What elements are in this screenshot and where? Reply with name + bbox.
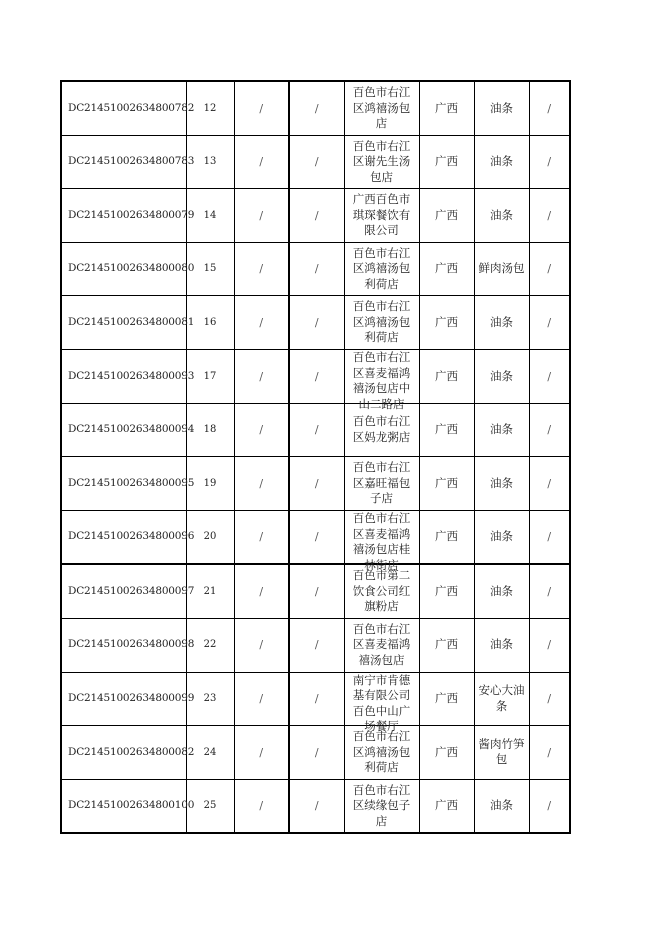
- blank-cell: [529, 403, 570, 457]
- food-name-cell: [474, 779, 529, 833]
- province-cell: [419, 189, 474, 243]
- blank-cell: [234, 242, 289, 296]
- table-row: [61, 135, 570, 189]
- enterprise-name-cell-text: 百色市右江区鸿禧汤包利荷店: [352, 299, 411, 345]
- blank-cell-text: /: [547, 745, 552, 759]
- food-name-cell: [474, 189, 529, 243]
- blank-cell-text: /: [547, 101, 552, 115]
- sample-code-cell: [61, 618, 195, 672]
- food-name-cell-text: 油条: [490, 475, 513, 490]
- province-cell-text: 广西: [435, 691, 458, 706]
- enterprise-name-cell-text: 百色市右江区谢先生汤包店: [352, 138, 411, 184]
- sample-code-cell-text: DC21451002634800099: [68, 692, 195, 705]
- province-cell: [419, 672, 474, 726]
- sample-code-cell-text: DC21451002634800782: [68, 101, 195, 114]
- province-cell-text: 广西: [435, 475, 458, 490]
- blank-cell-text: /: [314, 584, 319, 598]
- table-row: [61, 189, 570, 243]
- table-row: [61, 564, 570, 618]
- blank-cell-text: /: [259, 692, 264, 706]
- row-number-cell-text: 21: [203, 585, 217, 597]
- blank-cell-text: /: [259, 638, 264, 652]
- row-number-cell-text: 13: [203, 156, 217, 168]
- blank-cell: [289, 672, 344, 726]
- row-number-cell-text: 25: [203, 800, 217, 812]
- province-cell: [419, 81, 474, 135]
- table-row: [61, 618, 570, 672]
- sample-code-cell-text: DC21451002634800079: [68, 208, 195, 221]
- row-number-cell-text: 16: [203, 316, 217, 328]
- table-row: [61, 403, 570, 457]
- food-name-cell-text: 鲜肉汤包: [478, 261, 525, 276]
- blank-cell: [529, 296, 570, 350]
- sample-code-cell: [61, 242, 195, 296]
- food-name-cell-text: 安心大油条: [478, 683, 525, 713]
- blank-cell: [234, 672, 289, 726]
- sample-code-cell-text: DC21451002634800096: [68, 530, 195, 543]
- blank-cell: [289, 779, 344, 833]
- sample-code-cell: [61, 457, 195, 511]
- blank-cell-text: /: [259, 584, 264, 598]
- enterprise-name-cell-text: 百色市右江区喜麦福鸿禧汤包店桂林街店: [352, 511, 411, 572]
- food-name-cell-text: 油条: [490, 583, 513, 598]
- blank-cell: [234, 403, 289, 457]
- enterprise-name-cell: [344, 296, 419, 350]
- blank-cell: [289, 618, 344, 672]
- enterprise-name-cell: [344, 189, 419, 243]
- province-cell-text: 广西: [435, 368, 458, 383]
- food-name-cell: [474, 81, 529, 135]
- enterprise-name-cell: [344, 242, 419, 296]
- row-number-cell-text: 24: [203, 746, 217, 758]
- food-name-cell: [474, 618, 529, 672]
- food-name-cell-text: 油条: [490, 314, 513, 329]
- sampling-table: [60, 80, 571, 834]
- blank-cell: [289, 564, 344, 618]
- enterprise-name-cell: [344, 135, 419, 189]
- row-number-cell-text: 17: [203, 370, 217, 382]
- sample-code-cell-text: DC21451002634800082: [68, 745, 195, 758]
- enterprise-name-cell-text: 百色市右江区喜麦福鸿禧汤包店中山二路店: [352, 350, 411, 411]
- province-cell: [419, 564, 474, 618]
- blank-cell-text: /: [259, 369, 264, 383]
- food-name-cell: [474, 457, 529, 511]
- enterprise-name-cell: [344, 672, 419, 734]
- blank-cell-text: /: [259, 155, 264, 169]
- enterprise-name-cell-text: 百色市右江区续缘包子店: [352, 782, 411, 828]
- sample-code-cell-text: DC21451002634800081: [68, 315, 195, 328]
- sample-code-cell-text: DC21451002634800094: [68, 423, 195, 436]
- blank-cell: [529, 779, 570, 833]
- row-number-cell-text: 12: [203, 102, 217, 114]
- blank-cell: [289, 242, 344, 296]
- sample-code-cell-text: DC21451002634800097: [68, 584, 195, 597]
- table-row: [61, 672, 570, 726]
- blank-cell-text: /: [259, 745, 264, 759]
- province-cell-text: 广西: [435, 798, 458, 813]
- blank-cell-text: /: [547, 315, 552, 329]
- food-name-cell-text: 油条: [490, 368, 513, 383]
- province-cell: [419, 403, 474, 457]
- food-name-cell: [474, 135, 529, 189]
- blank-cell-text: /: [314, 315, 319, 329]
- row-number-cell-text: 15: [203, 263, 217, 275]
- blank-cell-text: /: [314, 530, 319, 544]
- blank-cell: [234, 296, 289, 350]
- province-cell-text: 广西: [435, 154, 458, 169]
- blank-cell-text: /: [314, 638, 319, 652]
- blank-cell-text: /: [259, 262, 264, 276]
- blank-cell: [529, 564, 570, 618]
- row-number-cell-text: 19: [203, 477, 217, 489]
- blank-cell-text: /: [314, 369, 319, 383]
- sample-code-cell: [61, 189, 195, 243]
- sample-code-cell-text: DC21451002634800093: [68, 369, 195, 382]
- blank-cell: [289, 135, 344, 189]
- enterprise-name-cell-text: 百色市右江区鸿禧汤包利荷店: [352, 245, 411, 291]
- blank-cell-text: /: [314, 101, 319, 115]
- sample-code-cell: [61, 672, 195, 726]
- blank-cell-text: /: [259, 423, 264, 437]
- food-name-cell: [474, 726, 529, 780]
- enterprise-name-cell-text: 百色市第二饮食公司红旗粉店: [352, 568, 411, 614]
- enterprise-name-cell: [344, 779, 419, 833]
- blank-cell: [529, 618, 570, 672]
- sample-code-cell: [61, 510, 195, 564]
- sample-code-cell: [61, 296, 195, 350]
- sample-code-cell-text: DC21451002634800098: [68, 638, 195, 651]
- blank-cell: [234, 564, 289, 618]
- sample-code-cell: [61, 81, 195, 135]
- food-name-cell-text: 油条: [490, 154, 513, 169]
- sample-code-cell: [61, 564, 195, 618]
- province-cell-text: 广西: [435, 100, 458, 115]
- table-row: [61, 726, 570, 780]
- blank-cell: [529, 349, 570, 403]
- blank-cell-text: /: [314, 155, 319, 169]
- sample-code-cell: [61, 779, 195, 833]
- blank-cell-text: /: [259, 101, 264, 115]
- province-cell: [419, 457, 474, 511]
- row-number-cell-text: 18: [203, 424, 217, 436]
- food-name-cell-text: 酱肉竹笋包: [478, 736, 525, 767]
- food-name-cell-text: 油条: [490, 207, 513, 222]
- blank-cell: [289, 349, 344, 403]
- blank-cell-text: /: [314, 208, 319, 222]
- blank-cell: [529, 81, 570, 135]
- province-cell: [419, 296, 474, 350]
- row-number-cell-text: 14: [203, 209, 217, 221]
- row-number-cell-text: 22: [203, 639, 217, 651]
- blank-cell: [234, 81, 289, 135]
- blank-cell-text: /: [314, 262, 319, 276]
- table-row: [61, 242, 570, 296]
- blank-cell: [234, 510, 289, 564]
- enterprise-name-cell: [344, 726, 419, 780]
- sample-code-cell-text: DC21451002634800100: [68, 799, 195, 812]
- table-row: [61, 510, 570, 564]
- enterprise-name-cell-text: 百色市右江区鸿禧汤包店: [352, 85, 411, 131]
- enterprise-name-cell: [344, 564, 419, 618]
- blank-cell-text: /: [314, 799, 319, 813]
- blank-cell-text: /: [547, 692, 552, 706]
- province-cell: [419, 618, 474, 672]
- food-name-cell-text: 油条: [490, 100, 513, 115]
- blank-cell-text: /: [547, 208, 552, 222]
- province-cell-text: 广西: [435, 637, 458, 652]
- food-name-cell-text: 油条: [490, 529, 513, 544]
- food-name-cell-text: 油条: [490, 422, 513, 437]
- blank-cell: [529, 135, 570, 189]
- province-cell: [419, 242, 474, 296]
- enterprise-name-cell-text: 百色市右江区鸿禧汤包利荷店: [352, 729, 411, 775]
- blank-cell: [234, 618, 289, 672]
- province-cell-text: 广西: [435, 583, 458, 598]
- sample-code-cell-text: DC21451002634800080: [68, 262, 195, 275]
- blank-cell: [289, 189, 344, 243]
- blank-cell: [234, 349, 289, 403]
- blank-cell-text: /: [314, 692, 319, 706]
- enterprise-name-cell: [344, 510, 419, 572]
- blank-cell-text: /: [547, 155, 552, 169]
- province-cell: [419, 726, 474, 780]
- province-cell-text: 广西: [435, 207, 458, 222]
- blank-cell-text: /: [314, 423, 319, 437]
- sample-code-cell: [61, 726, 195, 780]
- province-cell-text: 广西: [435, 314, 458, 329]
- food-name-cell: [474, 672, 529, 726]
- food-name-cell: [474, 242, 529, 296]
- blank-cell: [289, 81, 344, 135]
- province-cell-text: 广西: [435, 744, 458, 759]
- food-name-cell: [474, 403, 529, 457]
- blank-cell: [529, 457, 570, 511]
- blank-cell: [529, 189, 570, 243]
- sample-code-cell: [61, 349, 195, 403]
- enterprise-name-cell: [344, 349, 419, 411]
- food-name-cell: [474, 296, 529, 350]
- blank-cell-text: /: [314, 476, 319, 490]
- province-cell-text: 广西: [435, 261, 458, 276]
- food-name-cell: [474, 349, 529, 403]
- blank-cell: [289, 403, 344, 457]
- blank-cell-text: /: [259, 208, 264, 222]
- blank-cell-text: /: [314, 745, 319, 759]
- sample-code-cell: [61, 135, 195, 189]
- blank-cell: [529, 726, 570, 780]
- enterprise-name-cell: [344, 81, 419, 135]
- sample-code-cell: [61, 403, 195, 457]
- sample-code-cell-text: DC21451002634800095: [68, 476, 195, 489]
- table-row: [61, 81, 570, 135]
- blank-cell-text: /: [259, 476, 264, 490]
- blank-cell-text: /: [547, 799, 552, 813]
- blank-cell-text: /: [547, 584, 552, 598]
- province-cell: [419, 510, 474, 564]
- blank-cell: [234, 779, 289, 833]
- enterprise-name-cell-text: 百色市右江区喜麦福鸿禧汤包店: [352, 621, 411, 667]
- blank-cell-text: /: [259, 530, 264, 544]
- blank-cell-text: /: [547, 530, 552, 544]
- province-cell-text: 广西: [435, 422, 458, 437]
- blank-cell: [289, 726, 344, 780]
- province-cell: [419, 349, 474, 403]
- blank-cell-text: /: [259, 315, 264, 329]
- blank-cell: [289, 510, 344, 564]
- enterprise-name-cell: [344, 618, 419, 672]
- blank-cell: [289, 457, 344, 511]
- food-name-cell-text: 油条: [490, 798, 513, 813]
- blank-cell-text: /: [547, 423, 552, 437]
- row-number-cell-text: 20: [203, 531, 217, 543]
- table-row: [61, 779, 570, 833]
- enterprise-name-cell: [344, 457, 419, 511]
- blank-cell: [529, 510, 570, 564]
- blank-cell-text: /: [259, 799, 264, 813]
- blank-cell: [529, 242, 570, 296]
- table-row: [61, 349, 570, 403]
- table-row: [61, 296, 570, 350]
- blank-cell-text: /: [547, 638, 552, 652]
- enterprise-name-cell-text: 百色市右江区妈龙粥店: [352, 414, 411, 444]
- blank-cell: [529, 672, 570, 726]
- blank-cell: [234, 189, 289, 243]
- blank-cell: [234, 726, 289, 780]
- province-cell: [419, 135, 474, 189]
- enterprise-name-cell-text: 广西百色市琪琛餐饮有限公司: [352, 192, 411, 238]
- blank-cell-text: /: [547, 262, 552, 276]
- blank-cell: [289, 296, 344, 350]
- food-name-cell: [474, 510, 529, 564]
- food-name-cell-text: 油条: [490, 637, 513, 652]
- province-cell: [419, 779, 474, 833]
- sample-code-cell-text: DC21451002634800783: [68, 155, 195, 168]
- blank-cell: [234, 135, 289, 189]
- blank-cell-text: /: [547, 476, 552, 490]
- blank-cell: [234, 457, 289, 511]
- blank-cell-text: /: [547, 369, 552, 383]
- row-number-cell-text: 23: [203, 693, 217, 705]
- enterprise-name-cell-text: 南宁市肯德基有限公司百色中山广场餐厅: [352, 672, 411, 734]
- table-row: [61, 457, 570, 511]
- province-cell-text: 广西: [435, 529, 458, 544]
- enterprise-name-cell-text: 百色市右江区嘉旺福包子店: [352, 460, 411, 506]
- food-name-cell: [474, 564, 529, 618]
